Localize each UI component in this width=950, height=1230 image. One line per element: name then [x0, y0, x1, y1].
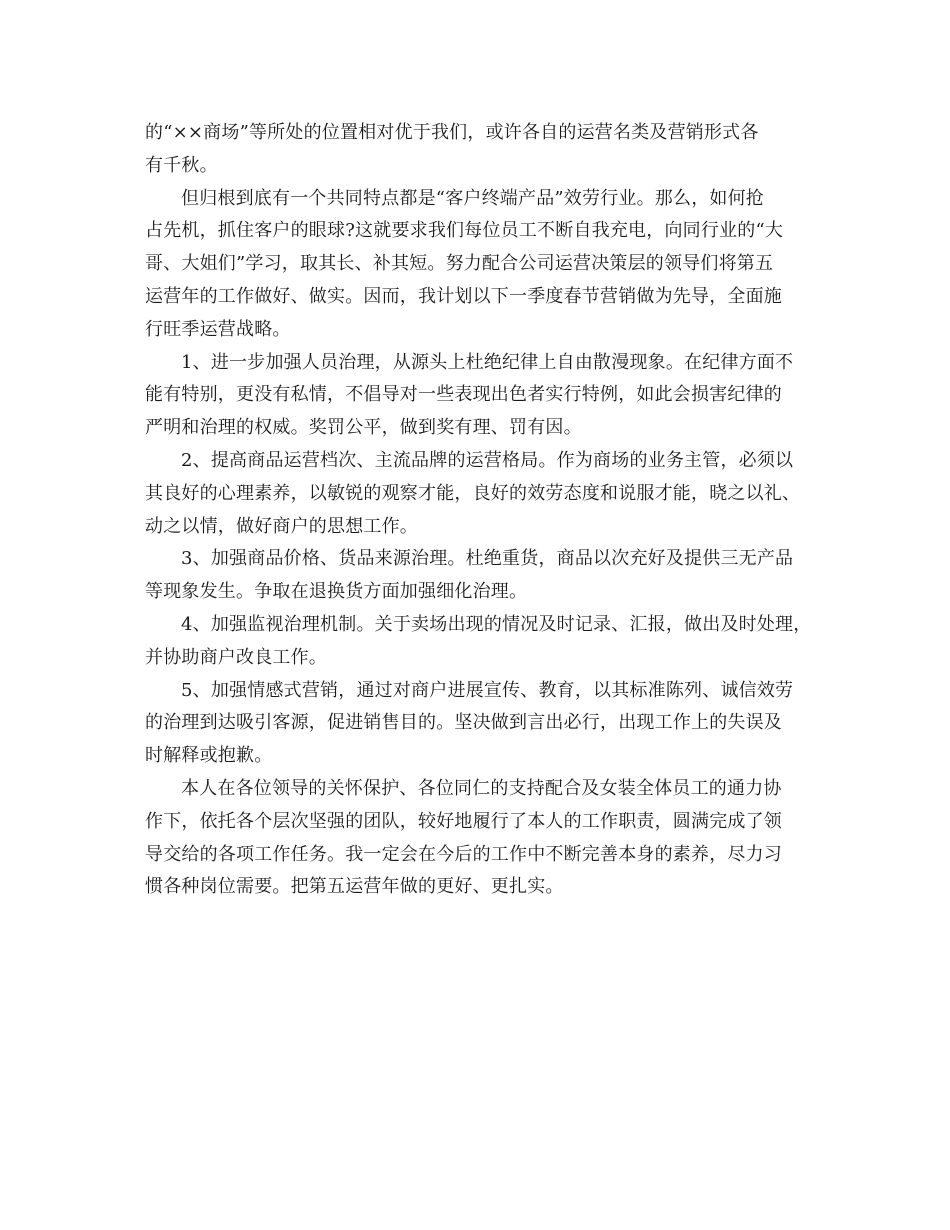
text-line: 2、提高商品运营档次、主流品牌的运营格局。作为商场的业务主管，必须以 — [181, 449, 794, 471]
text-line: 导交给的各项工作任务。我一定会在今后的工作中不断完善本身的素养，尽力习 — [145, 843, 782, 865]
text-line: 等现象发生。争取在退换货方面加强细化治理。 — [145, 581, 528, 603]
text-line: 4、加强监视治理机制。关于卖场出现的情况及时记录、汇报，做出及时处理， — [181, 613, 812, 635]
text-line: 的“××商场”等所处的位置相对优于我们，或许各自的运营名类及营销形式各 — [145, 122, 759, 143]
text-line: 5、加强情感式营销，通过对商户进展宣传、教育，以其标准陈列、诚信效劳 — [181, 679, 794, 701]
text-line: 行旺季运营战略。 — [145, 318, 291, 340]
text-line: 严明和治理的权威。奖罚公平，做到奖有理、罚有因。 — [145, 417, 582, 439]
text-line: 但归根到底有一个共同特点都是“客户终端产品”效劳行业。那么，如何抢 — [181, 187, 765, 209]
text-line: 3、加强商品价格、货品来源治理。杜绝重货，商品以次充好及提供三无产品 — [181, 548, 794, 570]
text-line: 占先机，抓住客户的眼球?这就要求我们每位员工不断自我充电，向同行业的“大 — [145, 220, 784, 242]
text-line: 并协助商户改良工作。 — [145, 646, 327, 668]
text-line: 能有特别，更没有私情，不倡导对一些表现出色者实行特例，如此会损害纪律的 — [145, 384, 782, 406]
text-line: 动之以情，做好商户的思想工作。 — [145, 515, 418, 537]
text-line: 作下，依托各个层次坚强的团队，较好地履行了本人的工作职责，圆满完成了领 — [145, 810, 782, 832]
text-line: 其良好的心理素养，以敏锐的观察才能，良好的效劳态度和说服才能，晓之以礼、 — [145, 482, 801, 504]
document-body — [145, 117, 813, 904]
text-line: 1、进一步加强人员治理，从源头上杜绝纪律上自由散漫现象。在纪律方面不 — [181, 351, 794, 373]
text-line: 本人在各位领导的关怀保护、各位同仁的支持配合及女装全体员工的通力协 — [181, 777, 782, 799]
text-line: 惯各种岗位需要。把第五运营年做的更好、更扎实。 — [145, 876, 564, 898]
text-line: 有千秋。 — [145, 154, 218, 176]
text-line: 运营年的工作做好、做实。因而，我计划以下一季度春节营销做为先导，全面施 — [145, 285, 782, 307]
text-line: 哥、大姐们”学习，取其长、补其短。努力配合公司运营决策层的领导们将第五 — [145, 253, 774, 275]
text-line: 的治理到达吸引客源，促进销售目的。坚决做到言出必行，出现工作上的失误及 — [145, 712, 782, 734]
text-line: 时解释或抱歉。 — [145, 745, 273, 767]
